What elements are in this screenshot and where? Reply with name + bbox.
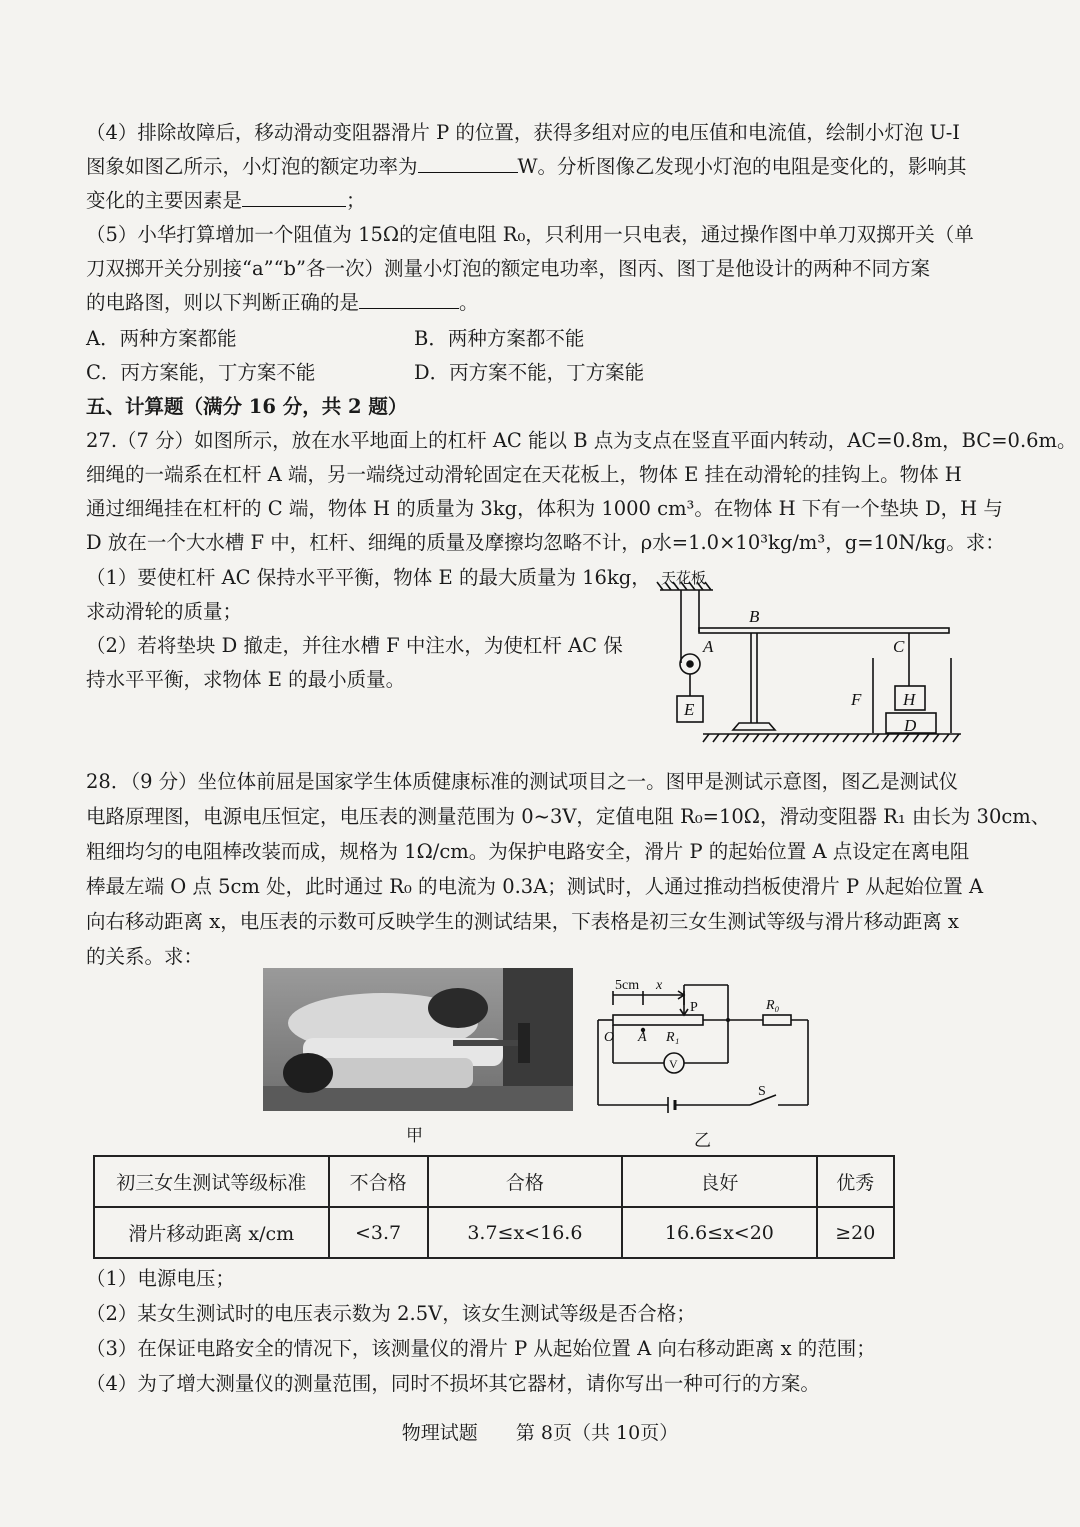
q26-p4-end: ； — [346, 189, 366, 212]
label-C: C — [893, 637, 905, 656]
q27-line4: D 放在一个大水槽 F 中，杠杆、细绳的质量及摩擦均忽略不计，ρ水=1.0×10³kg/m³，g=10N/kg。求： — [86, 531, 1005, 554]
table-header-cell: 良好 — [622, 1156, 816, 1207]
q26-p5-end: 。 — [459, 291, 479, 314]
answer-blank-factor[interactable] — [242, 186, 346, 207]
option-d: D．丙方案不能，丁方案能 — [414, 361, 645, 384]
q28-line4: 棒最左端 O 点 5cm 处，此时通过 R₀ 的电流为 0.3A；测试时，人通过推动挡板使滑片 P 从起始位置 A — [86, 875, 984, 898]
q28-line5: 向右移动距离 x，电压表的示数可反映学生的测试结果，下表格是初三女生测试等级与滑片移动距离 x — [86, 910, 959, 933]
q26-p4-line3 — [86, 184, 366, 218]
label-ceiling: 天花板 — [661, 571, 707, 587]
label-D: D — [904, 716, 917, 735]
label-E: E — [684, 700, 695, 719]
q26-p4-line2 — [86, 150, 967, 184]
answer-blank-power[interactable] — [418, 152, 518, 173]
table-cell: <3.7 — [329, 1207, 428, 1258]
label-B: B — [749, 607, 760, 626]
table-header-cell: 不合格 — [329, 1156, 428, 1207]
label-A: A — [703, 637, 714, 656]
q26-p5-line1: （5）小华打算增加一个阻值为 15Ω的定值电阻 R₀，只利用一只电表，通过操作图中单刀双掷开关（单 — [86, 223, 974, 246]
table-header-cell: 初三女生测试等级标准 — [94, 1156, 329, 1207]
label-A-point: A — [638, 1030, 647, 1045]
table-cell: 滑片移动距离 x/cm — [94, 1207, 329, 1258]
label-R1: R₁ — [666, 1030, 680, 1045]
caption-jia: 甲 — [406, 1126, 423, 1146]
lever-diagram — [655, 568, 975, 753]
option-c: C．丙方案能，丁方案不能 — [86, 361, 316, 384]
caption-yi: 乙 — [694, 1131, 711, 1151]
q28-line2: 电路原理图，电源电压恒定，电压表的测量范围为 0~3V，定值电阻 R₀=10Ω，滑动变阻器 R₁ 由长为 30cm、 — [86, 805, 1051, 828]
q28-sub2: （2）某女生测试时的电压表示数为 2.5V，该女生测试等级是否合格； — [86, 1302, 696, 1325]
table-cell: 3.7≤x<16.6 — [428, 1207, 623, 1258]
option-b: B．两种方案都不能 — [414, 327, 585, 350]
label-P: P — [690, 1000, 698, 1015]
footer-page: 第 8页（共 10页） — [515, 1422, 679, 1444]
q26-p4-text-c: 变化的主要因素是 — [86, 189, 243, 212]
q28-sub3: （3）在保证电路安全的情况下，该测量仪的滑片 P 从起始位置 A 向右移动距离 x 的范围； — [86, 1337, 876, 1360]
q26-p5-line3 — [86, 286, 479, 320]
table-header-cell: 合格 — [428, 1156, 623, 1207]
table-header-cell: 优秀 — [817, 1156, 894, 1207]
q26-p4-text-a: 图象如图乙所示，小灯泡的额定功率为 — [86, 155, 418, 178]
q27-sub1b: 求动滑轮的质量； — [86, 600, 243, 623]
label-F: F — [851, 690, 862, 709]
q26-p4-line1: （4）排除故障后，移动滑动变阻器滑片 P 的位置，获得多组对应的电压值和电流值，绘制小灯泡 U-I — [86, 121, 961, 144]
label-S: S — [758, 1084, 766, 1099]
option-a: A．两种方案都能 — [86, 327, 237, 350]
grade-table — [93, 1155, 895, 1259]
label-R0: R₀ — [766, 998, 780, 1013]
sit-and-reach-photo — [263, 968, 573, 1111]
q28-sub4: （4）为了增大测量仪的测量范围，同时不损坏其它器材，请你写出一种可行的方案。 — [86, 1372, 820, 1395]
q27-line3: 通过细绳挂在杠杆的 C 端，物体 H 的质量为 3kg，体积为 1000 cm³。在物体 H 下有一个垫块 D，H 与 — [86, 497, 1003, 520]
table-header-row — [94, 1156, 894, 1207]
q27-sub1a: （1）要使杠杆 AC 保持水平平衡，物体 E 的最大质量为 16kg， — [86, 566, 651, 589]
label-x: x — [656, 978, 663, 993]
voltmeter-symbol: V — [669, 1057, 678, 1071]
page-footer — [0, 1418, 1080, 1445]
footer-subject: 物理试题 — [401, 1422, 478, 1444]
label-5cm: 5cm — [615, 978, 640, 993]
q28-line1: 28．（9 分）坐位体前屈是国家学生体质健康标准的测试项目之一。图甲是测试示意图，图乙是测试仪 — [86, 770, 959, 793]
section-title: 五、计算题（满分 16 分，共 2 题） — [86, 395, 408, 418]
circuit-diagram — [588, 973, 818, 1115]
answer-blank-choice[interactable] — [359, 288, 459, 309]
q27-sub2a: （2）若将垫块 D 撤走，并往水槽 F 中注水，为使杠杆 AC 保 — [86, 634, 623, 657]
label-O: O — [604, 1030, 615, 1045]
q26-p5-line2: 刀双掷开关分别接“a”“b”各一次）测量小灯泡的额定电功率，图丙、图丁是他设计的两种不同方案 — [86, 257, 930, 280]
label-H: H — [903, 690, 916, 709]
table-cell: 16.6≤x<20 — [622, 1207, 816, 1258]
q28-line3: 粗细均匀的电阻棒改装而成，规格为 1Ω/cm。为保护电路安全，滑片 P 的起始位置 A 点设定在离电阻 — [86, 840, 970, 863]
q27-sub2b: 持水平平衡，求物体 E 的最小质量。 — [86, 668, 406, 691]
q26-p5-text: 的电路图，则以下判断正确的是 — [86, 291, 360, 314]
q27-line1: 27.（7 分）如图所示，放在水平地面上的杠杆 AC 能以 B 点为支点在竖直平面内转动，AC=0.8m，BC=0.6m。 — [86, 429, 1077, 452]
q26-p4-text-b: W。分析图像乙发现小灯泡的电阻是变化的，影响其 — [517, 155, 967, 178]
table-row — [94, 1207, 894, 1258]
q28-line6: 的关系。求： — [86, 945, 204, 968]
table-cell: ≥20 — [817, 1207, 894, 1258]
q27-line2: 细绳的一端系在杠杆 A 端，另一端绕过动滑轮固定在天花板上，物体 E 挂在动滑轮的挂钩上。物体 H — [86, 463, 962, 486]
q28-sub1: （1）电源电压； — [86, 1267, 235, 1290]
